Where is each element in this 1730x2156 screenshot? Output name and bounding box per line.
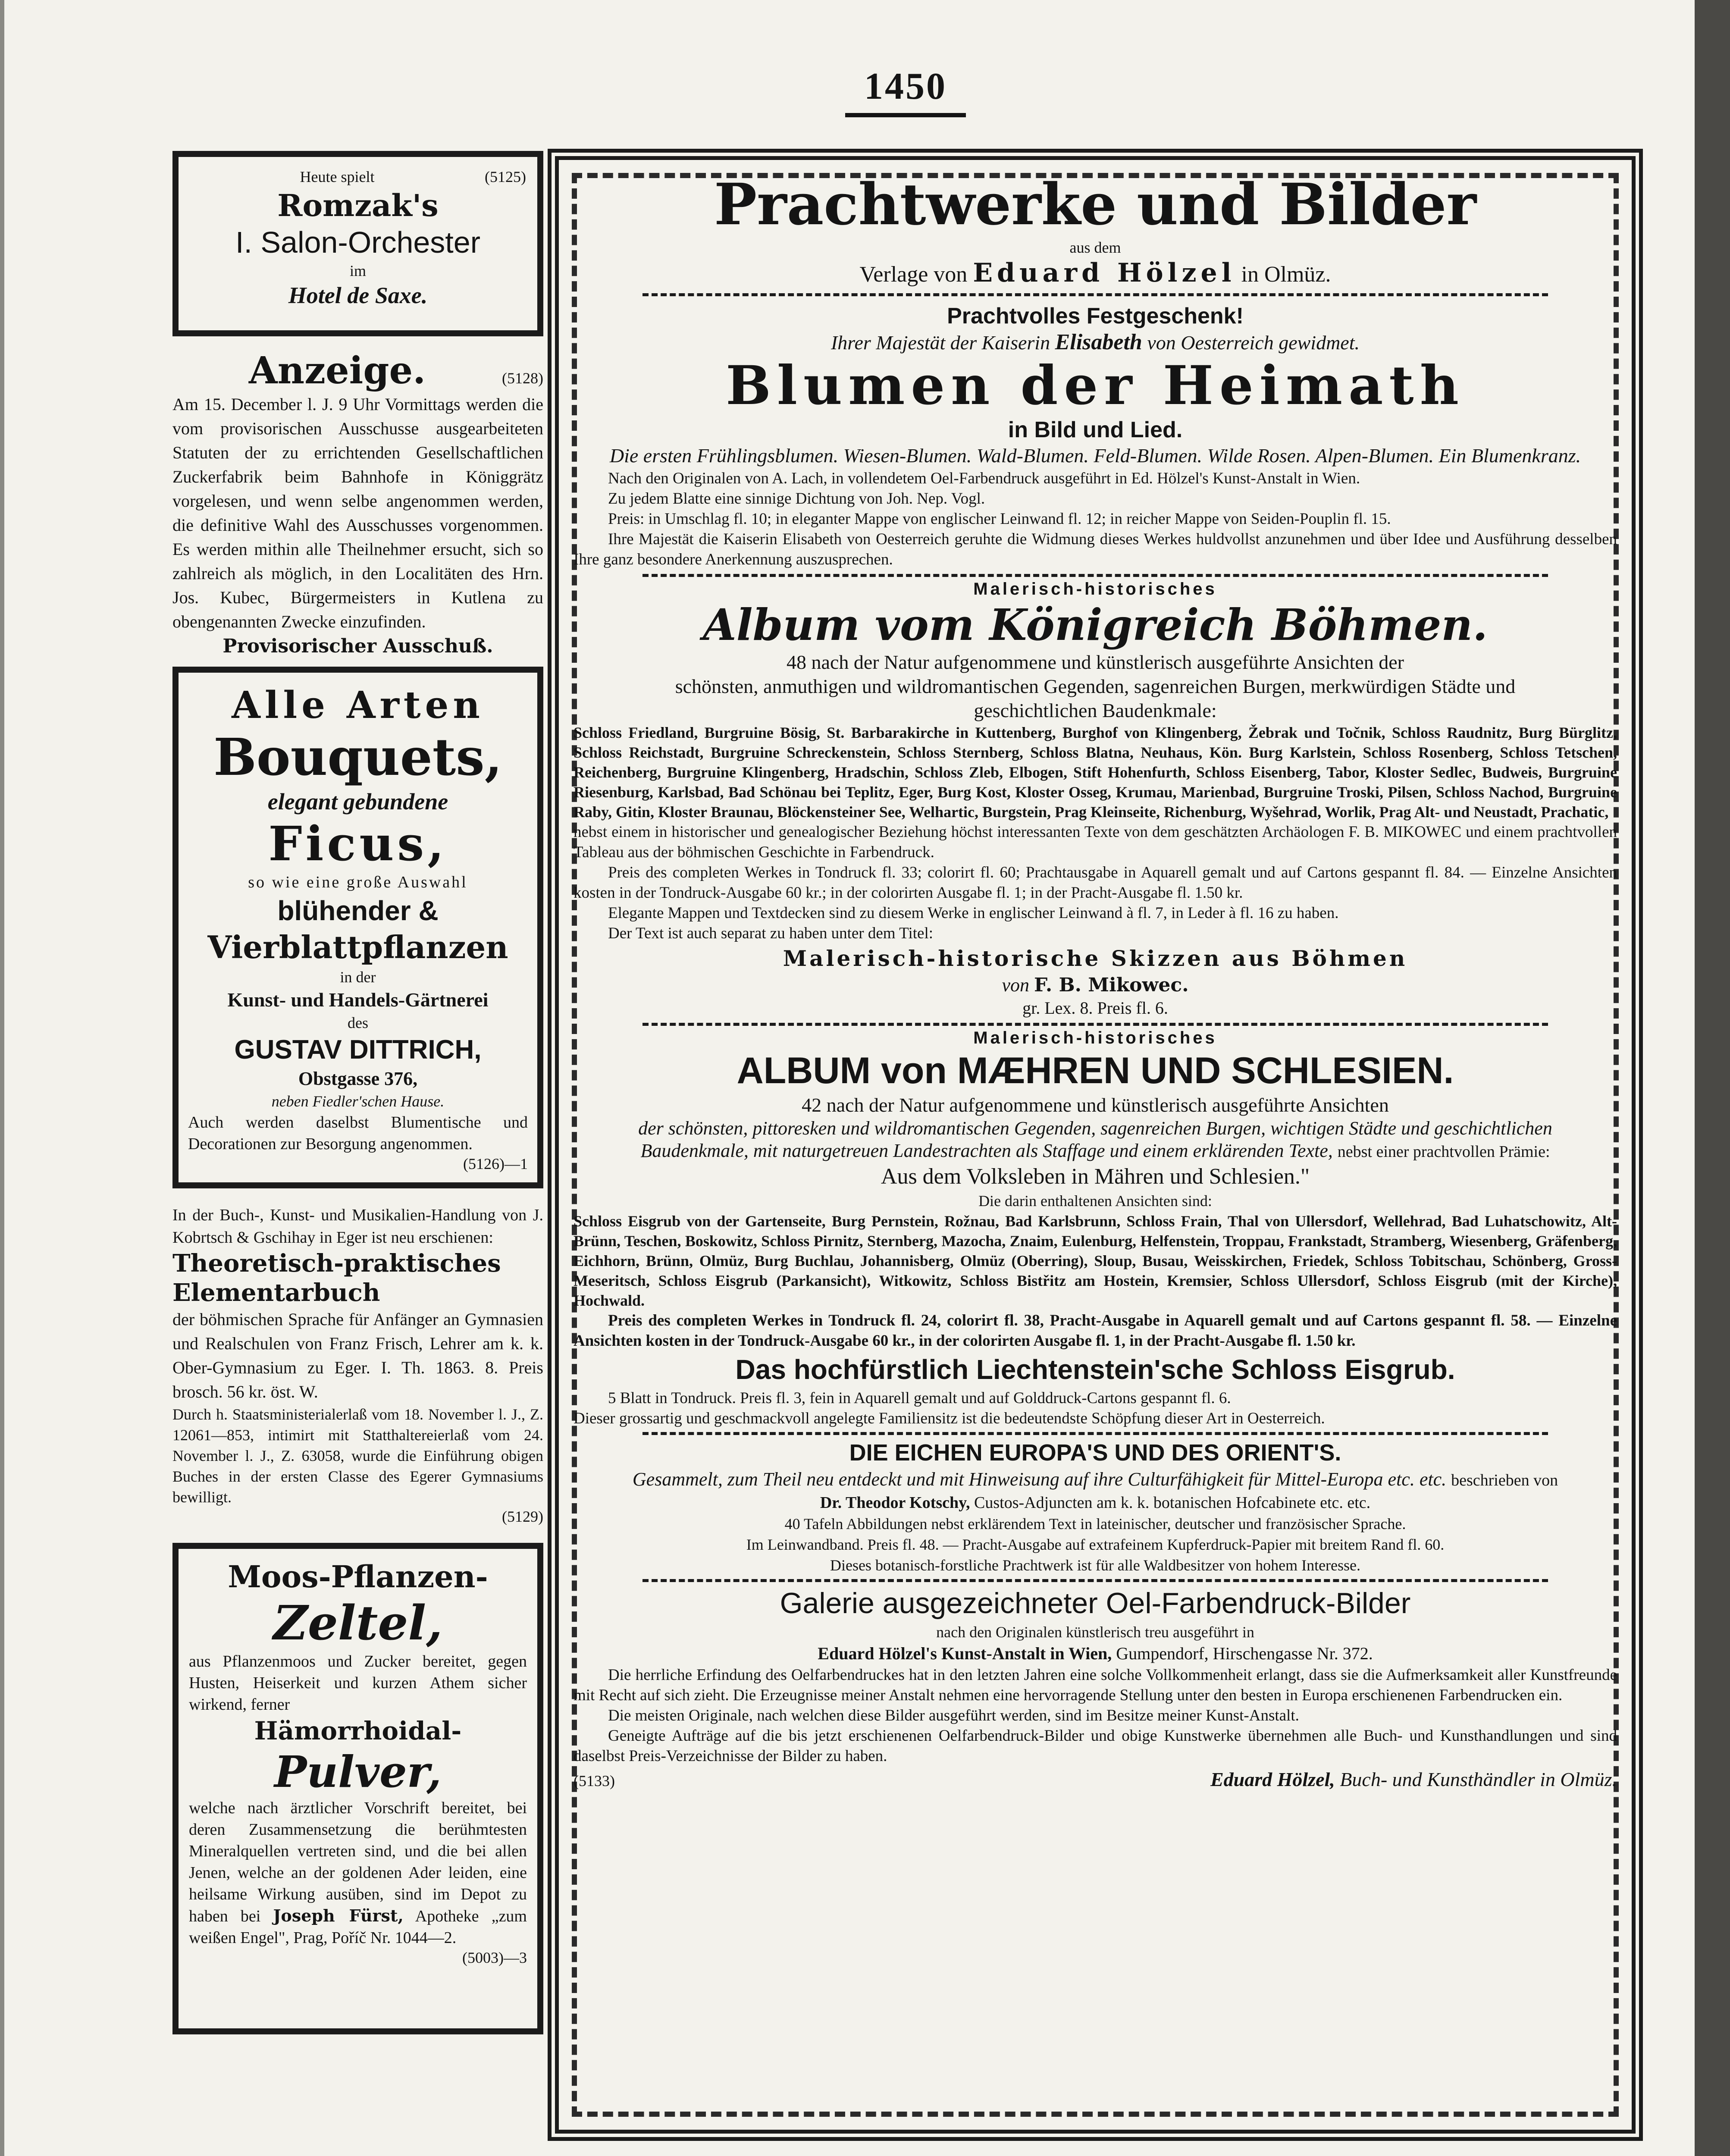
s1-sub: in Bild und Lied. [1008,417,1183,442]
r-divider-1 [642,293,1548,296]
ad3-address: Obstgasse 376, [298,1068,418,1089]
s5-p1: 40 Tafeln Abbildungen nebst erklärendem Text in lateinischer, deutscher und französischer Sprache. [784,1515,1406,1532]
ad1-ref: (5125) [485,168,526,185]
ad2-body: Am 15. December l. J. 9 Uhr Vormittags werden die vom provisorischen Ausschusse ausgearbeiteten Statuten der zu errichtenden Gesellschaftlichen Zuckerfabrik beim Bahnhofe in Königgrätz vorgelesen, und wenn selbe angenommen werden, die definitive Wahl des Ausschusses vorgenommen. Es werden mithin alle Theilnehmer ersucht, sich so zahlreich als möglich, in den Localitäten des Hrn. Jos. Kubec, Bürgermeisters in Kutlena zu obengenannten Zwecke einzufinden. [172,395,543,631]
s6-house: Eduard Hölzel's Kunst-Anstalt in Wien, [818,1644,1112,1663]
s1-head: Prachtvolles Festgeschenk! [947,304,1244,329]
s5-title: DIE EICHEN EUROPA'S UND DES ORIENT'S. [849,1440,1341,1466]
s2-t2-by [574,974,1617,997]
r-divider-2 [642,574,1548,577]
s5-author-post: Custos-Adjuncten am k. k. botanischen Hofcabinete etc. etc. [974,1494,1371,1512]
s6-p3: Geneigte Aufträge auf die bis jetzt erschienenen Oelfarbendruck-Bilder und obige Kunstwerke übernehmen alle Buch- und Kunsthandlungen und sind daselbst Preis-Verzeichnisse der Bilder zu haben. [574,1727,1617,1765]
s1-p2: Zu jedem Blatte eine sinnige Dichtung von Joh. Nep. Vogl. [608,490,985,508]
s1-p1: Nach den Originalen von A. Lach, in vollendetem Oel-Farbendruck ausgeführt in Ed. Hölzel's Kunst-Anstalt in Wien. [608,470,1360,487]
s1-ded-pre: Ihrer Majestät der Kaiserin [831,332,1050,354]
s2-t2-price: gr. Lex. 8. Preis fl. 6. [1022,998,1168,1018]
page-number-rule [845,113,966,117]
s2-sub2: schönsten, anmuthigen und wildromantischen Gegenden, sagenreichen Burgen, merkwürdigen Städte und geschichtlichen Baudenkmale: [675,675,1516,721]
s5-sub-wrap [574,1468,1617,1492]
s3-sub2: der schönsten, pittoresken und wildromantischen Gegenden, sagenreichen Burgen, wichtigen Städte und geschichtlichen Baudenkmale, mit naturgetreuen Landestrachten als Staffage und einem erklärenden Texte, [638,1118,1552,1161]
s3-kicker: Malerisch-historisches [973,1028,1217,1047]
s1-ded-post: von Oesterreich gewidmet. [1147,332,1360,354]
ad2-sign: Provisorischer Ausschuß. [223,635,493,657]
ad4-intro: In der Buch-, Kunst- und Musikalien-Handlung von J. Kobrtsch & Gschihay in Eger ist neu erschienen: [172,1206,543,1247]
r-verlage [574,258,1617,290]
r-verlage-pre: Verlage von [859,262,968,287]
s2-p3: Elegante Mappen und Textdecken sind zu diesem Werke in englischer Leinwand à fl. 7, in Leder à fl. 16 zu haben. [608,904,1339,922]
ad-salon-orchester [172,151,543,336]
r-verlage-post: in Olmüz. [1241,262,1331,287]
r-divider-3 [642,1023,1548,1026]
s6-sign: Eduard Hölzel, [1210,1768,1335,1790]
ad4-note: Durch h. Staatsministerialerlaß vom 18. November l. J., Z. 12061—853, intimirt mit Statthaltereierlaß vom 24. November l. J., Z. 63058, wurde die Einführung obigen Buches in der ersten Classe des Egerer Gymnasiums bewilligt. [172,1406,543,1506]
s1-p3: Preis: in Umschlag fl. 10; in eleganter Mappe von englischer Leinwand fl. 12; in reicher Mappe von Seiden-Pouplin fl. 15. [608,510,1391,528]
s3-sub2b: nebst einer prachtvollen Prämie: [1337,1143,1550,1161]
page-number: 1450 [864,66,947,107]
ad5-zeltel: Zeltel, [273,1595,443,1651]
ad-moos-zeltel [172,1543,543,2034]
s3-premium: Aus dem Volksleben in Mähren und Schlesien." [881,1164,1310,1189]
s6-ref: (5133) [574,1772,615,1789]
ad3-gaertnerei: Kunst- und Handels-Gärtnerei [227,989,489,1011]
s2-p1: nebst einem in historischer und genealogischer Beziehung höchst interessanten Texte von dem geschätzten Archäologen F. B. MIKOWEC und einem prachtvollen Tableau aus der böhmischen Geschichte in Farbendruck. [574,823,1617,861]
s2-title: Album vom Königreich Böhmen. [703,599,1488,650]
s6-house-wrap [574,1642,1617,1665]
ad3-in-der: in der [340,968,376,986]
ad1-line1: Heute spielt [300,168,375,185]
s3-sub2-wrap [574,1117,1617,1163]
ad3-bouquets: Bouquets, [213,727,502,787]
s6-title: Galerie ausgezeichneter Oel-Farbendruck-Bilder [780,1587,1411,1620]
s4-p1: 5 Blatt in Tondruck. Preis fl. 3, fein in Aquarell gemalt und auf Golddruck-Cartons gespannt fl. 6. [608,1389,1231,1407]
s1-p4: Ihre Majestät die Kaiserin Elisabeth von Oesterreich geruhte die Widmung dieses Werkes huldvollst anzunehmen und über Idee und Ausführung desselben Ihre ganz besondere Anerkennung auszusprechen. [574,530,1617,568]
ad5-body2-text: welche nach ärztlicher Vorschrift bereitet, bei deren Zusammensetzung die berühmtesten Mineralquellen vertreten sind, und die bei allen Jenen, welche an der goldenen Ader leiden, eine heilsame Wirkung ausüben, sind im Depot zu haben bei [189,1799,527,1925]
s6-p2: Die meisten Originale, nach welchen diese Bilder ausgeführt werden, sind im Besitze meiner Kunst-Anstalt. [608,1707,1299,1724]
ad1-orchestra: I. Salon-Orchester [235,226,480,259]
s6-house-post: Gumpendorf, Hirschengasse Nr. 372. [1116,1644,1373,1663]
left-column [172,151,543,2034]
s1-dedication [574,330,1617,355]
s2-list: Schloss Friedland, Burgruine Bösig, St. Barbarakirche in Kuttenberg, Burghof von Klingenberg, Žebrak und Točnik, Schloss Raudnitz, Burg Bürglitz, Schloss Reichstadt, Burgruine Schreckenstein, Schloss Sternberg, Schloss Blatna, Neuhaus, Kön. Burg Karlstein, Schloss Rosenberg, Schloss Tetschen, Reichenberg, Burgruine Klingenberg, Hradschin, Schloss Zleb, Elbogen, Stift Hohenfurth, Schloss Eisenberg, Tabor, Kloster Sedlec, Budweis, Burgruine Riesenburg, Karlsbad, Bad Schönau bei Teplitz, Eger, Burg Kost, Kloster Osseg, Krumau, Marienbad, Burgruine Troski, Pilsen, Schloss Nachod, Burgruine Raby, Gitin, Kloster Braunau, Blöckensteiner See, Welhartic, Burgstein, Prag Kleinseite, Richenburg, Wyšehrad, Worlik, Prag Alt- und Neustadt, Prachatic, [574,724,1617,821]
ad5-ref: (5003)—3 [462,1949,527,1966]
ad-elementarbuch [172,1204,543,1526]
ad3-ficus: Ficus, [268,816,448,871]
ad4-title: Theoretisch-praktisches Elementarbuch [172,1249,501,1307]
s6-signature [574,1766,1617,1794]
ad5-body2 [189,1797,527,1949]
s2-kicker: Malerisch-historisches [973,580,1217,599]
s3-title: ALBUM von MÆHREN UND SCHLESIEN. [737,1050,1454,1091]
ad2-title: Anzeige. [248,349,426,392]
s2-t2-author: F. B. Mikowec. [1034,974,1189,996]
s4-title: Das hochfürstlich Liechtenstein'sche Schloss Eisgrub. [735,1354,1455,1385]
ad2-ref: (5128) [502,370,543,387]
ad5-body1: aus Pflanzenmoos und Zucker bereitet, gegen Husten, Heiserkeit und kurzen Athem sicher wirkend, ferner [189,1652,527,1714]
s3-p1: Preis des completen Werkes in Tondruck fl. 24, colorirt fl. 38, Pracht-Ausgabe in Aquarell gemalt und auf Cartons gespannt fl. 58. — Einzelne Ansichten kosten in der Tondruck-Ausgabe 60 kr., in der colorirten Ausgabe fl. 1, in der Pracht-Ausgabe fl. 1.50 kr. [574,1312,1617,1350]
ad1-hotel: Hotel de Saxe. [288,282,428,308]
ad3-note: Auch werden daselbst Blumentische und Decorationen zur Besorgung angenommen. [188,1113,528,1153]
r-divider-5 [642,1579,1548,1582]
r-verlage-name: Eduard Hölzel [973,258,1236,288]
ad5-body3: Apotheke „zum weißen Engel", Prag, Poříč Nr. 1044—2. [189,1907,527,1947]
s6-p1: Die herrliche Erfindung des Oelfarbendruckes hat in den letzten Jahren eine solche Vollkommenheit erlangt, dass sie die Aufmerksamkeit aller Kunstfreunde mit Recht auf sich zieht. Die Erzeugnisse meiner Anstalt nehmen eine hervorragende Stellung unter den besten in Europa erschienenen Farbendrucken ein. [574,1666,1617,1704]
ad3-elegant: elegant gebundene [267,789,448,815]
s2-sub1: 48 nach der Natur aufgenommene und künstlerisch ausgeführte Ansichten der [787,651,1404,673]
ad3-bluehender: blühender & [277,895,439,926]
s5-author-wrap [574,1492,1617,1514]
s4-p2: Dieser grossartig und geschmackvoll angelegte Familiensitz ist die bedeutendste Schöpfung dieser Art in Oesterreich. [574,1410,1325,1427]
ad3-pflanzen: Vierblattpflanzen [207,929,508,965]
s2-p2: Preis des completen Werkes in Tondruck fl. 33; colorirt fl. 60; Prachtausgabe in Aquarell gemalt und auf Cartons gespannt fl. 84. — Einzelne Ansichten kosten in der Tondruck-Ausgabe 60 kr.; in der colorirten Ausgabe fl. 1; in der Pracht-Ausgabe fl. 1.50 kr. [574,864,1617,902]
ad3-des: des [348,1014,368,1031]
s1-title: Blumen der Heimath [726,354,1465,417]
ad3-alle-arten: Alle Arten [232,683,484,727]
hoelzel-ad-content [574,172,1617,1794]
ad-gaertnerei [172,667,543,1188]
s6-sign-wrap [1210,1766,1617,1793]
s3-sub1: 42 nach der Natur aufgenommene und künstlerisch ausgeführte Ansichten [802,1094,1389,1116]
ad5-haemorrhoidal: Hämorrhoidal- [254,1716,462,1745]
s6-sub: nach den Originalen künstlerisch treu ausgeführt in [936,1623,1254,1641]
r-divider-4 [642,1432,1548,1435]
ad-anzeige [172,349,543,659]
s5-sub: Gesammelt, zum Theil neu entdeckt und mit Hinweisung auf ihre Culturfähigkeit für Mittel-Europa etc. etc. [632,1469,1447,1490]
ad3-auswahl: so wie eine große Auswahl [248,873,468,891]
ad3-neben: neben Fiedler'schen Hause. [271,1093,445,1110]
ad3-owner: GUSTAV DITTRICH, [234,1035,482,1065]
s5-author: Dr. Theodor Kotschy, [820,1494,970,1512]
s1-list: Die ersten Frühlingsblumen. Wiesen-Blumen. Wald-Blumen. Feld-Blumen. Wilde Rosen. Alpen-Blumen. Ein Blumenkranz. [609,445,1581,467]
ad5-seller: Joseph Fürst, [273,1906,404,1925]
s3-contains: Die darin enthaltenen Ansichten sind: [978,1192,1212,1210]
page-edge-right [1695,0,1730,2156]
ad4-body: der böhmischen Sprache für Anfänger an Gymnasien und Realschulen von Franz Frisch, Lehrer am k. k. Ober-Gymnasium zu Eger. I. Th. 1863. 8. Preis brosch. 56 kr. öst. W. [172,1310,543,1401]
s2-t2-by-pre: von [1002,975,1029,996]
ad1-im: im [349,262,366,279]
ad3-ref: (5126)—1 [463,1155,528,1172]
s5-p3: Dieses botanisch-forstliche Prachtwerk ist für alle Waldbesitzer von hohem Interesse. [830,1557,1361,1574]
ad5-pulver: Pulver, [274,1746,442,1797]
r-aus-dem: aus dem [1069,239,1121,256]
s5-sub-post: beschrieben von [1451,1471,1558,1489]
s1-ded-name: Elisabeth [1055,330,1142,354]
s6-sign-post: Buch- und Kunsthändler in Olmüz. [1340,1768,1617,1790]
s2-p4: Der Text ist auch separat zu haben unter dem Titel: [608,924,934,942]
r-title: Prachtwerke und Bilder [714,171,1477,238]
ad4-ref: (5129) [502,1508,543,1525]
ad1-name: Romzak's [277,188,439,223]
page-edge-left [0,0,4,2156]
ad5-moos: Moos-Pflanzen- [228,1559,488,1595]
s3-list: Schloss Eisgrub von der Gartenseite, Burg Pernstein, Rožnau, Bad Karlsbrunn, Schloss Frain, Thal von Ullersdorf, Wellehrad, Bad Luhatschowitz, Alt-Brünn, Teschen, Boskowitz, Schloss Pirnitz, Sternberg, Mazocha, Znaim, Eulenburg, Helfenstein, Troppau, Frankstadt, Stramberg, Wiesenberg, Gräfenberg, Eichhorn, Brünn, Olmüz, Burg Buchlau, Johannisberg, Olmüz (Oberring), Sloup, Busau, Weisskirchen, Friedek, Schloss Tobitschau, Schönberg, Gross-Meseritsch, Schloss Eisgrub (Parkansicht), Witkowitz, Schloss Bistřitz am Hostein, Kremsier, Schloss Ullersdorf, Schloss Eisgrub (mit der Kirche), Hochwald. [574,1213,1617,1309]
s5-p2: Im Leinwandband. Preis fl. 48. — Pracht-Ausgabe auf extrafeinem Kupferdruck-Papier mit breitem Rand fl. 60. [746,1536,1445,1553]
s2-t2: Malerisch-historische Skizzen aus Böhmen [783,946,1408,971]
